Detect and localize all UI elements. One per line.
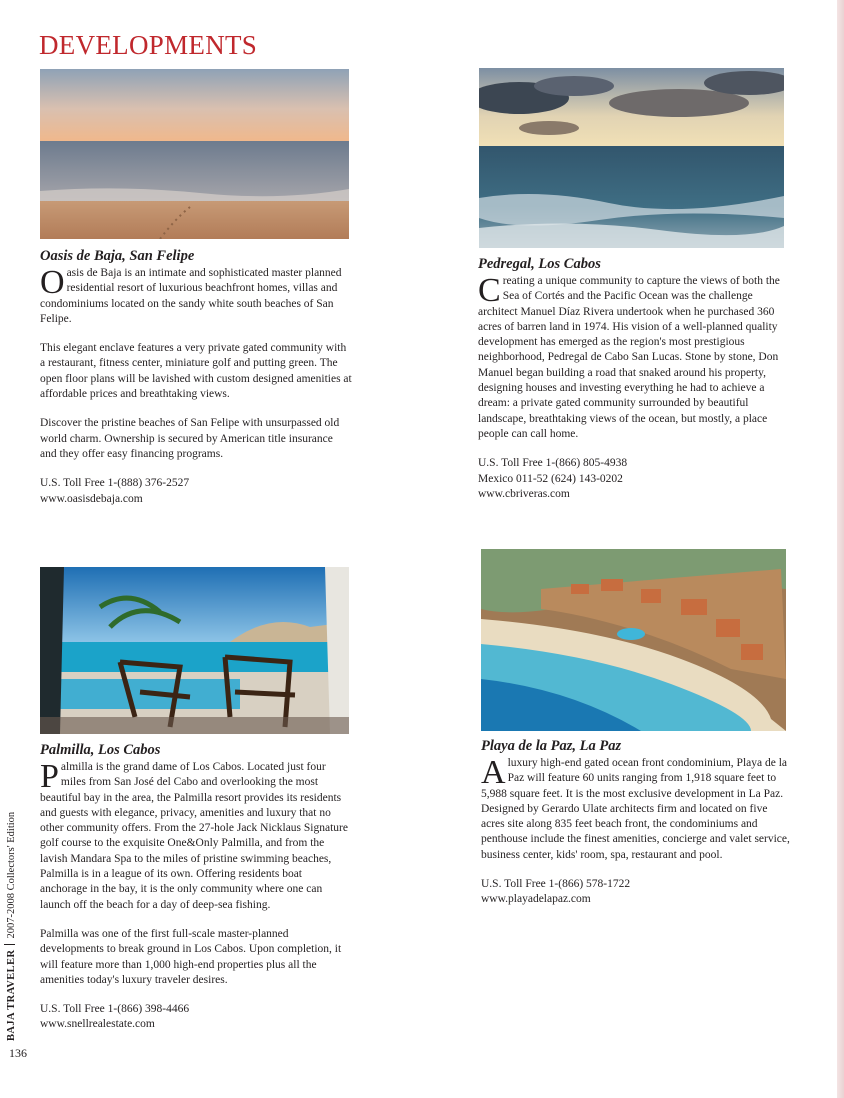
phone-mexico: Mexico 011-52 (624) 143-0202 [478, 472, 623, 485]
phone-us: U.S. Toll Free 1-(866) 398-4466 [40, 1003, 190, 1016]
page-title: DEVELOPMENTS [39, 30, 258, 60]
listing-heading: Palmilla, Los Cabos [40, 742, 161, 758]
listing-heading: Pedregal, Los Cabos [478, 256, 601, 272]
listing-intro-text: asis de Baja is an intimate and sophisticated master planned residential resort of luxurious beachfront homes, villas and condominiums located on the sandy white south beaches of San Felipe. [40, 267, 342, 325]
page-edge [837, 0, 844, 1098]
website-link[interactable]: www.snellrealestate.com [40, 1018, 155, 1031]
listing-playa-de-la-paz [481, 738, 793, 908]
drop-cap: C [478, 272, 501, 309]
contact-info [40, 1002, 352, 1033]
oasis-de-baja-photo [40, 69, 349, 239]
website-link[interactable]: www.cbriveras.com [478, 487, 570, 500]
listing-intro [481, 756, 793, 863]
pedregal-photo [479, 68, 784, 248]
website-link[interactable]: www.playadelapaz.com [481, 893, 591, 906]
listing-paragraph: Discover the pristine beaches of San Felipe with unsurpassed old world charm. Ownership is secured by American title insurance and they offer easy financing programs. [40, 417, 340, 460]
listing-intro-text: reating a unique community to capture the views of both the Sea of Cortés and the Pacific Ocean was the challenge architect Manuel Díaz Rivera undertook when he purchased 360 acres of barren land in 1974. His vision of a well-planned quality development has emerged as the region's most prestigious neighborhood, Pedregal de Cabo San Lucas. Stone by stone, Don Manuel began building a road that snaked around his property, designing houses and investing everything he had to achieve a dream: a private gated community surrounded by beautiful landscape, breathtaking views of the ocean, but mostly, a place people can call home. [478, 275, 780, 440]
drop-cap: O [40, 264, 65, 301]
listing-paragraph: Palmilla was one of the first full-scale master-planned developments to break ground in Los Cabos. Upon completion, it will feature more than 1,000 high-end properties plus all the amenities today's luxury traveler desires. [40, 927, 342, 986]
page-number: 136 [9, 1046, 27, 1060]
listing-heading: Oasis de Baja, San Felipe [40, 248, 195, 264]
drop-cap: A [481, 754, 506, 791]
phone-us: U.S. Toll Free 1-(888) 376-2527 [40, 477, 190, 490]
contact-info [478, 456, 793, 502]
listing-intro-text: luxury high-end gated ocean front condominium, Playa de la Paz will feature 60 units ranging from 1,918 square feet to 5,988 square feet. It is the most exclusive development in La Paz. Designed by Gerardo Ulate architects firm and located on five acres site along 835 feet beach front, the condominiums and penthouse include the finest amenities, concierge and valet service, business center, kids' room, spa, restaurant and pool. [481, 757, 790, 861]
sidebar-divider [4, 944, 15, 945]
publication-sidebar [4, 812, 17, 1041]
publication-name: BAJA TRAVELER [6, 949, 17, 1041]
listing-pedregal [478, 256, 793, 502]
phone-us: U.S. Toll Free 1-(866) 578-1722 [481, 878, 631, 891]
listing-intro [40, 760, 352, 913]
drop-cap: P [40, 758, 59, 795]
edition-label: 2007-2008 Collectors' Edition [6, 811, 17, 939]
phone-us: U.S. Toll Free 1-(866) 805-4938 [478, 457, 628, 470]
listing-paragraph: This elegant enclave features a very private gated community with a restaurant, fitness center, miniature golf and putting green. The open floor plans will be lavished with custom designed amenities at affordable prices and breathtaking views. [40, 342, 352, 401]
listing-palmilla [40, 742, 352, 1033]
listing-intro-text: almilla is the grand dame of Los Cabos. Located just four miles from San José del Cabo and overlooking the most beautiful bay in the area, the Palmilla resort provides its residents and guests with elegance, privacy, amenities and luxury that no other community offers. From the 27-hole Jack Nicklaus Signature golf course to the exquisite One&Only Palmilla, and from the lavish Mandara Spa to the miles of pristine swimming beaches, Palmilla is in a league of its own. Offering residents boat anchorage in the bay, it is the only community where one can launch off the beach for a day of deep-sea fishing. [40, 761, 348, 911]
contact-info [481, 877, 793, 908]
listing-intro [478, 274, 793, 442]
listing-oasis-de-baja [40, 248, 352, 507]
palmilla-photo [40, 567, 349, 734]
contact-info [40, 476, 352, 507]
website-link[interactable]: www.oasisdebaja.com [40, 492, 143, 505]
playa-de-la-paz-photo [481, 549, 786, 731]
listing-heading: Playa de la Paz, La Paz [481, 738, 622, 754]
listing-intro [40, 266, 352, 327]
